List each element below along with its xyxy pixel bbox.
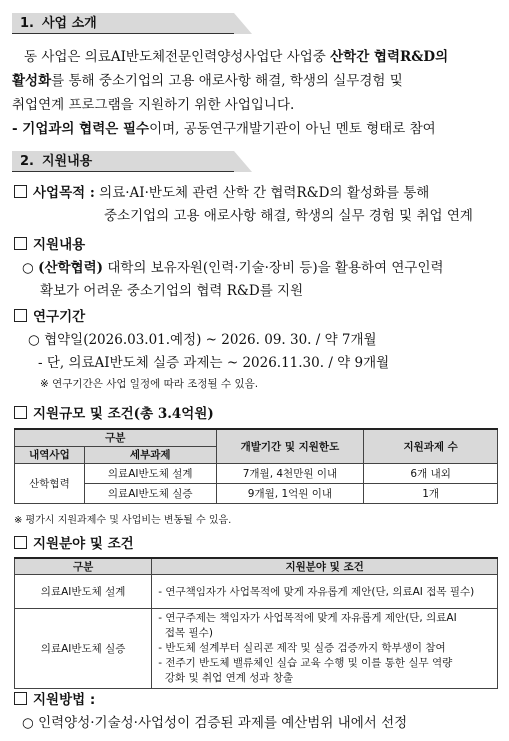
section-1-title bbox=[12, 13, 234, 34]
field-row-2-line: - 연구주제는 책임자가 사업목적에 맞게 자유롭게 제안(단, 의료AI bbox=[158, 612, 457, 624]
field-label: 지원분야 및 조건 bbox=[33, 536, 134, 552]
checkbox-icon bbox=[14, 536, 27, 549]
intro-text-3: 취업연계 프로그램을 지원하기 위한 사업입니다. bbox=[12, 97, 295, 113]
scale-header-group: 구분 bbox=[15, 429, 217, 446]
period-label: 연구기간 bbox=[33, 309, 86, 325]
table-cell: 7개월, 4천만원 이내 bbox=[216, 463, 364, 483]
circle-bullet-icon: ○ bbox=[22, 260, 34, 276]
period-line-1: ○ 협약일(2026.03.01.예정) ~ 2026. 09. 30. / 약 7개월 bbox=[28, 332, 377, 348]
scale-note: ※ 평가시 지원과제수 및 사업비는 변동될 수 있음. bbox=[14, 515, 232, 526]
field-header-left: 구분 bbox=[15, 558, 152, 575]
scale-header-count: 지원과제 수 bbox=[364, 429, 498, 463]
period-block bbox=[14, 306, 389, 393]
table-cell: 의료AI반도체 실증 bbox=[84, 483, 216, 503]
section-1-paragraph bbox=[12, 45, 496, 141]
scale-label: 지원규모 및 조건(총 3.4억원) bbox=[33, 406, 214, 422]
support-line-1: 대학의 보유자원(인력·기술·장비 등)을 활용하여 연구인력 bbox=[103, 260, 444, 276]
scale-table bbox=[14, 428, 498, 504]
purpose-line-2: 중소기업의 고용 애로사항 해결, 학생의 실무 경험 및 취업 연계 bbox=[104, 208, 473, 224]
intro-highlight-1: 산학간 협력R&D의 bbox=[330, 49, 449, 65]
field-row-1-desc: - 연구책임자가 사업목적에 맞게 자유롭게 제안(단, 의료AI 접목 필수) bbox=[152, 575, 498, 609]
intro-text-1: 동 사업은 의료AI반도체전문인력양성사업단 사업중 bbox=[24, 49, 331, 65]
section-1-label: 사업 소개 bbox=[41, 16, 97, 31]
intro-text-2: 를 통해 중소기업의 고용 애로사항 해결, 학생의 실무경험 및 bbox=[51, 73, 403, 89]
table-cell: 1개 bbox=[364, 483, 498, 503]
scale-header-period: 개발기간 및 지원한도 bbox=[216, 429, 364, 463]
checkbox-icon bbox=[14, 185, 27, 198]
intro-highlight-2: 활성화 bbox=[12, 73, 52, 89]
field-row-2-line: 강화 및 취업 연계 성과 창출 bbox=[158, 672, 294, 684]
support-bold: (산학협력) bbox=[38, 260, 104, 276]
method-line-1: ○ 인력양성·기술성·사업성이 검증된 과제를 예산범위 내에서 선정 bbox=[22, 715, 408, 731]
support-line-2: 확보가 어려운 중소기업의 협력 R&D를 지원 bbox=[40, 283, 304, 299]
field-row-2-line: 접목 필수) bbox=[158, 627, 213, 639]
support-block bbox=[14, 234, 444, 303]
period-note: ※ 연구기간은 사업 일정에 따라 조정될 수 있음. bbox=[40, 378, 259, 390]
purpose-block bbox=[14, 182, 473, 228]
scale-header-sub: 세부과제 bbox=[84, 446, 216, 463]
section-2-title bbox=[12, 151, 234, 172]
field-row-1-name: 의료AI반도체 설계 bbox=[15, 575, 152, 609]
table-cell: 9개월, 1억원 이내 bbox=[216, 483, 364, 503]
field-block bbox=[14, 533, 134, 556]
checkbox-icon bbox=[14, 237, 27, 250]
scale-block bbox=[14, 403, 214, 426]
checkbox-icon bbox=[14, 406, 27, 419]
support-label: 지원내용 bbox=[33, 237, 86, 253]
collab-required: - 기업과의 협력은 필수 bbox=[12, 121, 150, 137]
scale-header-type: 내역사업 bbox=[15, 446, 85, 463]
field-header-right: 지원분야 및 조건 bbox=[152, 558, 498, 575]
section-2-number: 2. bbox=[20, 154, 34, 169]
period-line-2: - 단, 의료AI반도체 실증 과제는 ~ 2026.11.30. / 약 9개월 bbox=[38, 355, 390, 371]
field-row-2-line: - 반도체 설계부터 실리콘 제작 및 실증 검증까지 학부생이 참여 bbox=[158, 642, 446, 654]
purpose-label: 사업목적 : bbox=[33, 185, 95, 201]
checkbox-icon bbox=[14, 309, 27, 322]
field-row-2-name: 의료AI반도체 실증 bbox=[15, 609, 152, 689]
field-table bbox=[14, 557, 498, 689]
section-1-number: 1. bbox=[20, 16, 34, 31]
section-2-label: 지원내용 bbox=[41, 154, 93, 169]
checkbox-icon bbox=[14, 692, 27, 705]
table-cell: 6개 내외 bbox=[364, 463, 498, 483]
purpose-line-1: 의료·AI·반도체 관련 산학 간 협력R&D의 활성화를 통해 bbox=[99, 185, 430, 201]
field-row-2-line: - 전주기 반도체 밸류체인 실습 교육 수행 및 이를 통한 실무 역량 bbox=[158, 657, 453, 669]
table-cell: 의료AI반도체 설계 bbox=[84, 463, 216, 483]
method-block bbox=[14, 689, 407, 735]
method-label: 지원방법 : bbox=[33, 692, 96, 708]
scale-type-cell: 산학협력 bbox=[15, 463, 85, 503]
collab-rest: 이며, 공동연구개발기관이 아닌 멘토 형태로 참여 bbox=[149, 121, 436, 137]
